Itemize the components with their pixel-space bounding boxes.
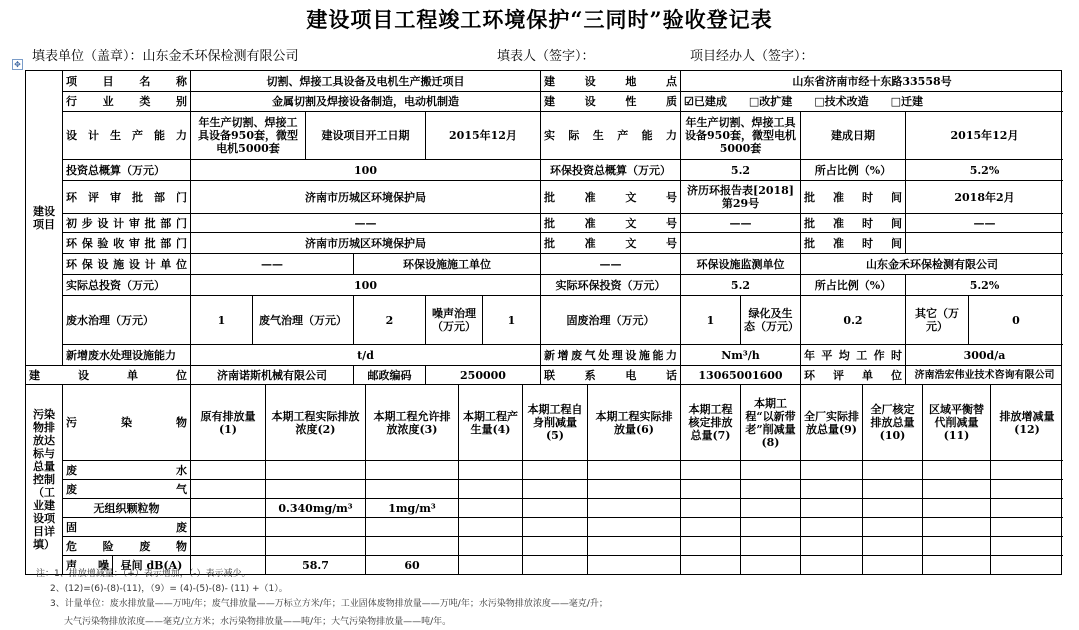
table-cell <box>459 518 523 536</box>
industry: 金属切割及焊接设备制造，电动机制造 <box>191 92 541 111</box>
eia-doc-no: 济历环报告表[2018]第29号 <box>681 181 801 213</box>
table-cell <box>681 537 741 555</box>
manager-signature: 项目经办人（签字）： <box>690 49 814 64</box>
pollution-section-label: 污染物排放达标与总量控制（工业建设项目详填） <box>26 385 63 574</box>
table-cell <box>459 537 523 555</box>
label: 初步设计审批部门 <box>63 214 191 232</box>
note-3: 3、计量单位：废水排放量——万吨/年；废气排放量——万标立方米/年；工业固体废物排放量——万吨/年；水污染物排放浓度——毫克/升； <box>50 599 608 609</box>
green-cost: 0.2 <box>801 296 906 344</box>
annual-hours: 300d/a <box>963 348 1006 362</box>
label: 批准时间 <box>801 214 906 232</box>
label: 建设单位 <box>26 366 191 384</box>
accept-dept: 济南市历城区环境保护局 <box>191 233 541 253</box>
budget: 100 <box>191 160 541 180</box>
pollutant-name: 无组织颗粒物 <box>63 499 191 517</box>
pollution-header-row <box>63 385 1063 461</box>
build-nature-checkboxes[interactable]: ☑已建成 □改扩建 □技术改造 □迁建 <box>684 95 924 108</box>
table-cell <box>266 461 366 479</box>
budget-ratio: 5.2% <box>969 163 1000 177</box>
label: 新增废水处理设施能力 <box>63 345 191 365</box>
table-cell <box>801 480 863 498</box>
table-row <box>63 537 1063 556</box>
label: 批准文号 <box>541 181 681 213</box>
solid-cost: 1 <box>681 296 741 344</box>
table-cell <box>523 537 588 555</box>
prelim-doc-no: —— <box>681 214 801 232</box>
table-cell <box>459 461 523 479</box>
noise-period: 昼间 dB(A) <box>113 556 191 574</box>
table-cell <box>863 537 923 555</box>
column-header: 本期工程实际排放量(6) <box>588 385 681 460</box>
table-cell <box>459 499 523 517</box>
table-cell <box>991 518 1063 536</box>
table-cell <box>741 518 801 536</box>
eia-time: 2018年2月 <box>954 190 1015 204</box>
column-header: 本期工程允许排放浓度(3) <box>366 385 459 460</box>
monitor-unit: 山东金禾环保检测有限公司 <box>866 257 998 271</box>
table-cell <box>681 518 741 536</box>
label: 项目名称 <box>63 71 191 91</box>
env-budget: 5.2 <box>681 160 801 180</box>
label: 投资总概算（万元） <box>63 160 191 180</box>
table-cell <box>588 499 681 517</box>
label: 所占比例（%） <box>801 160 906 180</box>
project-section-label: 建设项目 <box>26 71 63 365</box>
table-cell <box>523 518 588 536</box>
actual-ratio: 5.2% <box>969 278 1000 292</box>
table-row <box>63 518 1063 537</box>
table-cell <box>923 537 991 555</box>
table-cell <box>863 518 923 536</box>
table-cell <box>741 556 801 574</box>
page-title: 建设项目工程竣工环境保护“三同时”验收登记表 <box>306 7 773 32</box>
phone: 13065001600 <box>681 366 801 384</box>
label: 环保设施监测单位 <box>681 254 801 274</box>
water-cost: 1 <box>191 296 253 344</box>
table-cell: 60 <box>366 556 459 574</box>
table-cell <box>741 461 801 479</box>
table-cell <box>923 556 991 574</box>
pollutant-name: 危险废物 <box>63 537 191 555</box>
table-cell <box>923 461 991 479</box>
table-cell <box>588 480 681 498</box>
new-water-capacity: t/d <box>191 345 541 365</box>
pollutant-name: 废气 <box>63 480 191 498</box>
project-table <box>25 70 1062 575</box>
table-row <box>63 480 1063 499</box>
filling-unit: 填表单位（盖章）：山东金禾环保检测有限公司 <box>32 49 299 64</box>
column-header: 原有排放量(1) <box>191 385 266 460</box>
table-cell <box>523 499 588 517</box>
table-cell: 1mg/m³ <box>366 499 459 517</box>
table-cell <box>523 461 588 479</box>
pollution-table <box>63 385 1063 574</box>
note-4: 大气污染物排放浓度——毫克/立方米；水污染物排放量——吨/年；大气污染物排放量——吨/年。 <box>64 617 452 627</box>
table-cell <box>523 480 588 498</box>
build-unit: —— <box>541 254 681 274</box>
table-cell <box>366 461 459 479</box>
table-cell <box>191 518 266 536</box>
table-cell <box>991 537 1063 555</box>
column-header: 本期工程“以新带老”削减量(8) <box>741 385 801 460</box>
table-cell <box>923 480 991 498</box>
eia-dept: 济南市历城区环境保护局 <box>191 181 541 213</box>
table-cell <box>366 537 459 555</box>
new-gas-capacity: Nm³/h <box>681 345 801 365</box>
label: 实际总投资（万元） <box>63 275 191 295</box>
label: 固废治理（万元） <box>541 296 681 344</box>
column-header: 区域平衡替代削减量(11) <box>923 385 991 460</box>
filler-signature: 填表人（签字）： <box>497 49 595 64</box>
label: 邮政编码 <box>354 366 426 384</box>
eia-unit: 济南浩宏伟业技术咨询有限公司 <box>914 369 1055 381</box>
table-cell <box>191 537 266 555</box>
table-cell <box>266 537 366 555</box>
column-header: 本期工程实际排放浓度(2) <box>266 385 366 460</box>
label: 环保验收审批部门 <box>63 233 191 253</box>
table-cell <box>741 499 801 517</box>
column-header: 全厂核定排放总量(10) <box>863 385 923 460</box>
note-2: 2、(12)=(6)-(8)-(11)，（9）= (4)-(5)-(8)- (11) +（1）。 <box>50 584 288 594</box>
column-header: 污染物 <box>63 385 191 460</box>
label: 环评单位 <box>801 366 906 384</box>
design-unit: —— <box>191 254 354 274</box>
table-cell <box>801 518 863 536</box>
label: 年平均工作时 <box>801 345 906 365</box>
table-cell <box>863 499 923 517</box>
table-cell <box>863 556 923 574</box>
label: 建成日期 <box>801 112 906 159</box>
note-1: 注：1、排放增减量：（+）表示增加，（-）表示减少。 <box>36 569 251 579</box>
accept-time <box>906 233 1063 253</box>
design-capacity: 年生产切割、焊接工具设备950套，微型电机5000套 <box>191 112 306 159</box>
label: 新增废气处理设施能力 <box>541 345 681 365</box>
table-move-handle-icon[interactable]: ✥ <box>12 59 23 70</box>
label: 设计生产能力 <box>63 112 191 159</box>
label: 废气治理（万元） <box>253 296 354 344</box>
table-row <box>63 499 1063 518</box>
label: 批准文号 <box>541 214 681 232</box>
label: 噪声治理（万元） <box>426 296 483 344</box>
label: 实际环保投资（万元） <box>541 275 681 295</box>
project-site: 山东省济南市经十东路33558号 <box>792 74 952 88</box>
table-cell <box>588 461 681 479</box>
table-cell <box>681 461 741 479</box>
label: 建设地点 <box>541 71 681 91</box>
table-cell <box>681 556 741 574</box>
table-cell <box>923 499 991 517</box>
table-cell <box>991 480 1063 498</box>
label: 环评审批部门 <box>63 181 191 213</box>
table-cell <box>366 518 459 536</box>
label: 废水治理（万元） <box>63 296 191 344</box>
label: 其它（万元） <box>906 296 969 344</box>
label: 环保设施设计单位 <box>63 254 191 274</box>
table-cell <box>191 499 266 517</box>
label: 建设性质 <box>541 92 681 111</box>
table-cell <box>863 461 923 479</box>
table-row <box>63 461 1063 480</box>
table-cell <box>681 480 741 498</box>
table-cell <box>266 518 366 536</box>
label: 批准文号 <box>541 233 681 253</box>
table-cell <box>588 518 681 536</box>
actual-capacity: 年生产切割、焊接工具设备950套，微型电机5000套 <box>681 112 801 159</box>
label: 实际生产能力 <box>541 112 681 159</box>
column-header: 排放增减量(12) <box>999 409 1055 436</box>
label: 环保设施施工单位 <box>354 254 541 274</box>
table-cell <box>588 537 681 555</box>
noise-cost: 1 <box>483 296 541 344</box>
table-cell <box>266 480 366 498</box>
table-cell <box>459 480 523 498</box>
project-name: 切割、焊接工具设备及电机生产搬迁项目 <box>191 71 541 91</box>
table-cell <box>991 499 1063 517</box>
completion-date: 2015年12月 <box>950 129 1019 142</box>
table-cell <box>991 461 1063 479</box>
label: 批准时间 <box>801 233 906 253</box>
prelim-time: —— <box>973 216 996 230</box>
start-date: 2015年12月 <box>426 112 541 159</box>
table-cell <box>741 480 801 498</box>
notes <box>36 567 608 630</box>
table-cell: 0.340mg/m³ <box>266 499 366 517</box>
column-header: 全厂实际排放总量(9) <box>801 385 863 460</box>
table-cell <box>801 499 863 517</box>
gas-cost: 2 <box>354 296 426 344</box>
prelim-dept: —— <box>191 214 541 232</box>
actual-investment: 100 <box>191 275 541 295</box>
label: 绿化及生态（万元） <box>741 296 801 344</box>
other-cost: 0 <box>1012 313 1020 327</box>
column-header: 本期工程自身削减量(5) <box>523 385 588 460</box>
label: 行业类别 <box>63 92 191 111</box>
table-cell <box>191 480 266 498</box>
table-cell <box>741 537 801 555</box>
accept-doc-no <box>681 233 801 253</box>
pollutant-name: 声噪 <box>63 556 113 574</box>
column-header: 本期工程核定排放总量(7) <box>681 385 741 460</box>
label: 建设项目开工日期 <box>306 112 426 159</box>
table-cell <box>863 480 923 498</box>
actual-env-investment: 5.2 <box>681 275 801 295</box>
table-cell <box>923 518 991 536</box>
table-cell <box>191 461 266 479</box>
pollutant-name: 固废 <box>63 518 191 536</box>
table-cell <box>801 556 863 574</box>
label: 批准时间 <box>801 181 906 213</box>
pollutant-name: 废水 <box>63 461 191 479</box>
label: 联系电话 <box>541 366 681 384</box>
label: 环保投资总概算（万元） <box>541 160 681 180</box>
label: 所占比例（%） <box>801 275 906 295</box>
table-cell <box>681 499 741 517</box>
table-cell: 58.7 <box>266 556 366 574</box>
column-header: 本期工程产生量(4) <box>459 385 523 460</box>
postcode: 250000 <box>426 366 541 384</box>
table-cell <box>801 537 863 555</box>
owner: 济南诺斯机械有限公司 <box>191 366 354 384</box>
table-cell <box>991 556 1063 574</box>
table-cell <box>366 480 459 498</box>
table-cell <box>801 461 863 479</box>
